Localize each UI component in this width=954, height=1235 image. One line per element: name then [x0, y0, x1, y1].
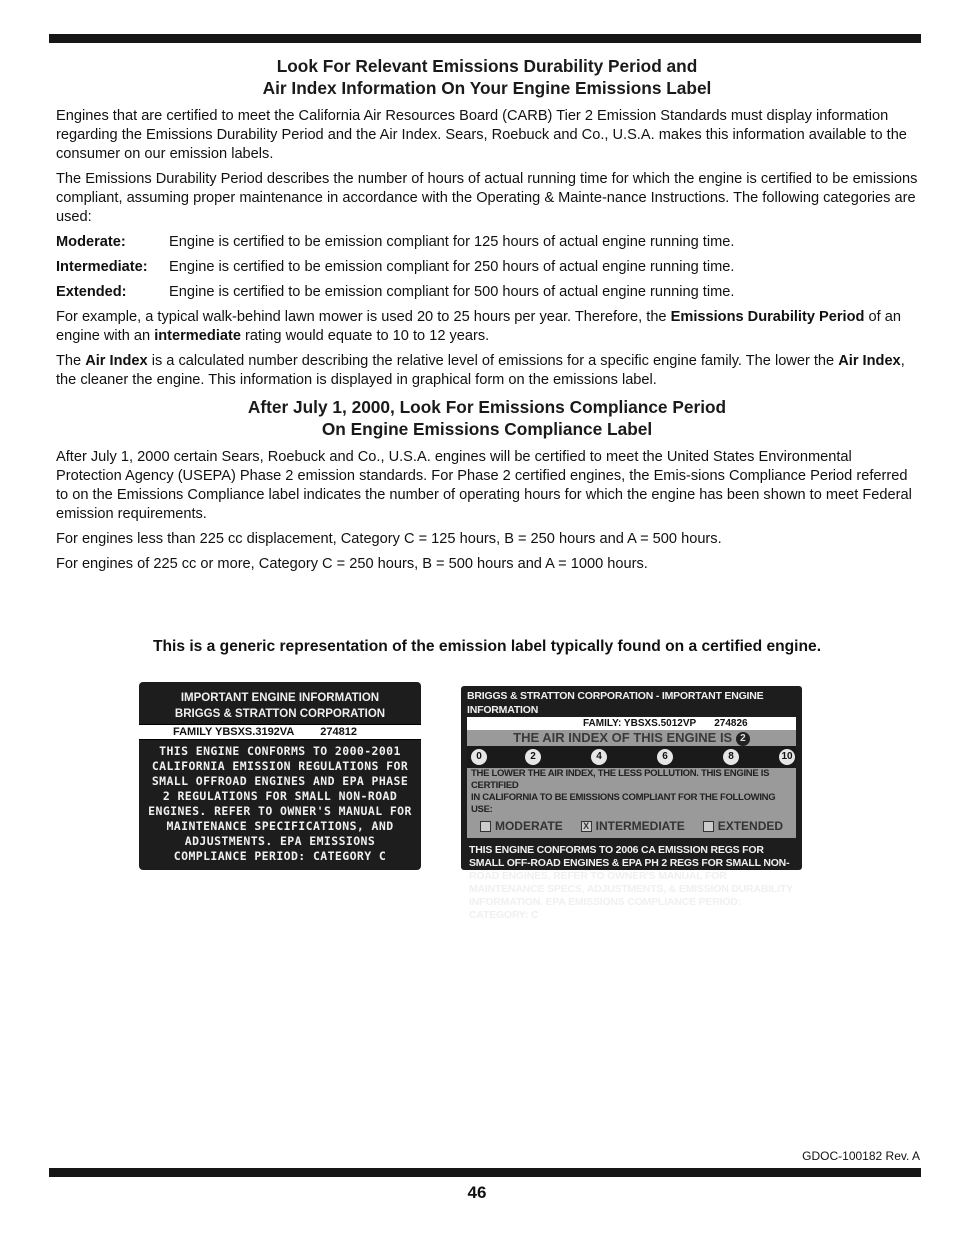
- bottom-rule: [49, 1168, 921, 1177]
- checkbox-icon: [480, 821, 491, 832]
- section1-paragraph-1: Engines that are certified to meet the California Air Resources Board (CARB) Tier 2 Emission Standards must display information regarding the Emissions Durability Period and the Air Index. Sears, Roebuck and Co., U.S.A. makes this information available to the consumer on our emission labels.: [56, 108, 907, 162]
- air-index-title: THE AIR INDEX OF THIS ENGINE IS 2: [471, 730, 792, 746]
- section1-paragraph-2: The Emissions Durability Period describes the number of hours of actual running time for which the engine is certified to be emissions compliant, assuming proper maintenance in accordance with the Operating & Mainte-nance Instructions. The following categories are used:: [56, 171, 918, 225]
- page-content: [56, 55, 918, 580]
- section2-paragraph-1: After July 1, 2000 certain Sears, Roebuck and Co., U.S.A. engines will be certified to meet the United States Environmental Protection Agency (USEPA) Phase 2 emission standards. For Phase 2 certified engines, the Emis-sions Compliance Period referred to on the Emissions Compliance label indicates the number of operating hours for which the engine has been shown to meet Federal emission requirements.: [56, 449, 912, 522]
- label2-header: BRIGGS & STRATTON CORPORATION - IMPORTANT ENGINE INFORMATION: [467, 690, 764, 716]
- scale-mark: 0: [471, 749, 487, 765]
- air-index-panel: [467, 730, 796, 838]
- label1-header: IMPORTANT ENGINE INFORMATION BRIGGS & STRATTON CORPORATION: [174, 692, 386, 720]
- category-extended: Extended: Engine is certified to be emission compliant for 500 hours of actual engine running time.: [56, 284, 735, 300]
- durability-checkboxes: [471, 818, 792, 834]
- air-index-scale: [467, 746, 796, 768]
- emission-label-1: [139, 682, 421, 870]
- checkbox-icon: [703, 821, 714, 832]
- section2-title: After July 1, 2000, Look For Emissions Compliance Period On Engine Emissions Compliance Label: [247, 397, 727, 439]
- top-rule: [49, 34, 921, 43]
- section1-paragraph-4: The Air Index is a calculated number describing the relative level of emissions for a specific engine family. The lower the Air Index, the cleaner the engine. This information is displayed in graphical form on the emissions label.: [56, 353, 905, 388]
- label2-family: FAMILY: YBSXS.5012VP 274826: [467, 717, 796, 730]
- section1-title: Look For Relevant Emissions Durability Period and Air Index Information On Your Engine Emissions Label: [262, 56, 712, 98]
- document-number: GDOC-100182 Rev. A: [802, 1149, 920, 1163]
- check-intermediate: X INTERMEDIATE: [581, 818, 685, 834]
- category-intermediate: Intermediate: Engine is certified to be emission compliant for 250 hours of actual engine running time.: [56, 259, 735, 275]
- check-moderate: MODERATE: [480, 818, 563, 834]
- generic-label-caption: This is a generic representation of the emission label typically found on a certified engine.: [152, 638, 822, 655]
- label1-body: THIS ENGINE CONFORMS TO 2000-2001 CALIFORNIA EMISSION REGULATIONS FOR SMALL OFFROAD ENGINES AND EPA PHASE 2 REGULATIONS FOR SMALL NON-ROAD ENGINES. REFER TO OWNER'S MANUAL FOR MAINTENANCE SPECIFICATIONS, AND ADJUSTMENTS. EPA EMISSIONS COMPLIANCE PERIOD: CATEGORY C: [148, 744, 412, 863]
- checked-box-icon: X: [581, 821, 592, 832]
- check-extended: EXTENDED: [703, 818, 783, 834]
- emission-label-2: [461, 686, 802, 921]
- label2-line2: IN CALIFORNIA TO BE EMISSIONS COMPLIANT FOR THE FOLLOWING USE:: [471, 792, 776, 815]
- label1-family: FAMILY YBSXS.3192VA 274812: [139, 724, 421, 740]
- section1-paragraph-3: For example, a typical walk-behind lawn mower is used 20 to 25 hours per year. Therefore, the Emissions Durability Period of an engine with an intermediate rating would equate to 10 to 12 years.: [56, 309, 901, 344]
- scale-mark: 10: [779, 749, 795, 765]
- air-index-value: 2: [736, 732, 750, 746]
- section2-paragraph-3: For engines of 225 cc or more, Category C = 250 hours, B = 500 hours and A = 1000 hours.: [56, 556, 648, 572]
- scale-mark: 8: [723, 749, 739, 765]
- label2-line1: THE LOWER THE AIR INDEX, THE LESS POLLUTION. THIS ENGINE IS CERTIFIED: [471, 768, 770, 791]
- label2-footer: THIS ENGINE CONFORMS TO 2006 CA EMISSION REGS FOR SMALL OFF-ROAD ENGINES & EPA PH 2 REGS FOR SMALL NON-ROAD ENGINES. REFER TO OWNER'S MANUAL FOR MAINTENANCE SPECS, ADJUSTMENTS, & EMISSION DURABILITY INFORMATION. EPA EMISSIONS COMPLIANCE PERIOD: CATEGORY: C: [469, 844, 793, 921]
- scale-mark: 4: [591, 749, 607, 765]
- section2-paragraph-2: For engines less than 225 cc displacement, Category C = 125 hours, B = 250 hours and A = 500 hours.: [56, 531, 722, 547]
- scale-mark: 2: [525, 749, 541, 765]
- scale-mark: 6: [657, 749, 673, 765]
- category-moderate: Moderate: Engine is certified to be emission compliant for 125 hours of actual engine running time.: [56, 234, 735, 250]
- page-number: 46: [467, 1183, 487, 1202]
